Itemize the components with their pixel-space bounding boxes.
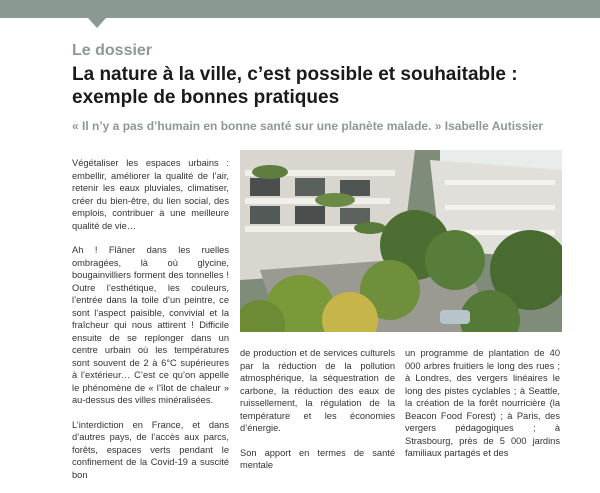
paragraph: un programme de plantation de 40 000 arbres fruitiers le long des rues ; à Londres, des vergers linéaires le long des pistes cyclables ; à Seattle, la création de la forêt nourricière (la Beacon Food Forest) ; à Paris, des vergers pédagogiques ; à Strasbourg, près de 5 000 jardins familiaux partagés et des [405,348,560,458]
pull-quote [72,119,543,133]
band-notch [88,18,106,28]
article-title [72,63,572,109]
photo-illustration [240,150,562,332]
paragraph: Végétaliser les espaces urbains : embellir, améliorer la qualité de l’air, retenir les eaux pluviales, climatiser, créer du bien-être, du lien social, des emplois, contribuer à une meilleure qualité de vie… [72,158,229,231]
text-column-3 [405,347,560,472]
top-color-band [0,0,600,18]
paragraph: de production et de services culturels par la réduction de la pollution atmosphérique, la séquestration de carbone, la réduction des eaux de ruissellement, la régulation de la température et les économies d’énergie. [240,348,395,433]
paragraph: Ah ! Flâner dans les ruelles ombragées, là où glycine, bougainvilliers forment des tonnelles ! Outre l’esthétique, les couleurs, l’entrée dans la toile d’un peintre, ce sont l’aspect paisible, convivial et la fraîcheur qui nous attirent ! Difficile ensuite de se replonger dans un centre urbain où les températures sont souvent de 2 à 6°C supérieures à l’extérieur… C’est ce qu’on appelle le phénomène de « l’îlot de chaleur » au-dessus des villes minéralisées. [72,245,229,405]
text-column-2 [240,347,395,484]
title-line-1: La nature à la ville, c’est possible et souhaitable : [72,64,518,85]
urban-greenery-photo [240,150,562,332]
paragraph: Son apport en termes de santé mentale [240,447,395,470]
title-line-2: exemple de bonnes pratiques [72,87,340,108]
section-label: Le dossier [72,42,153,59]
quote-author: Isabelle Autissier [444,119,544,133]
text-column-1 [72,157,229,493]
paragraph: L’interdiction en France, et dans d’autres pays, de l’accès aux parcs, forêts, espaces verts pendant le confinement de la Covid-19 a suscité bon [72,419,229,480]
quote-text: « Il n’y a pas d’humain en bonne santé sur une planète malade. » [72,119,442,133]
